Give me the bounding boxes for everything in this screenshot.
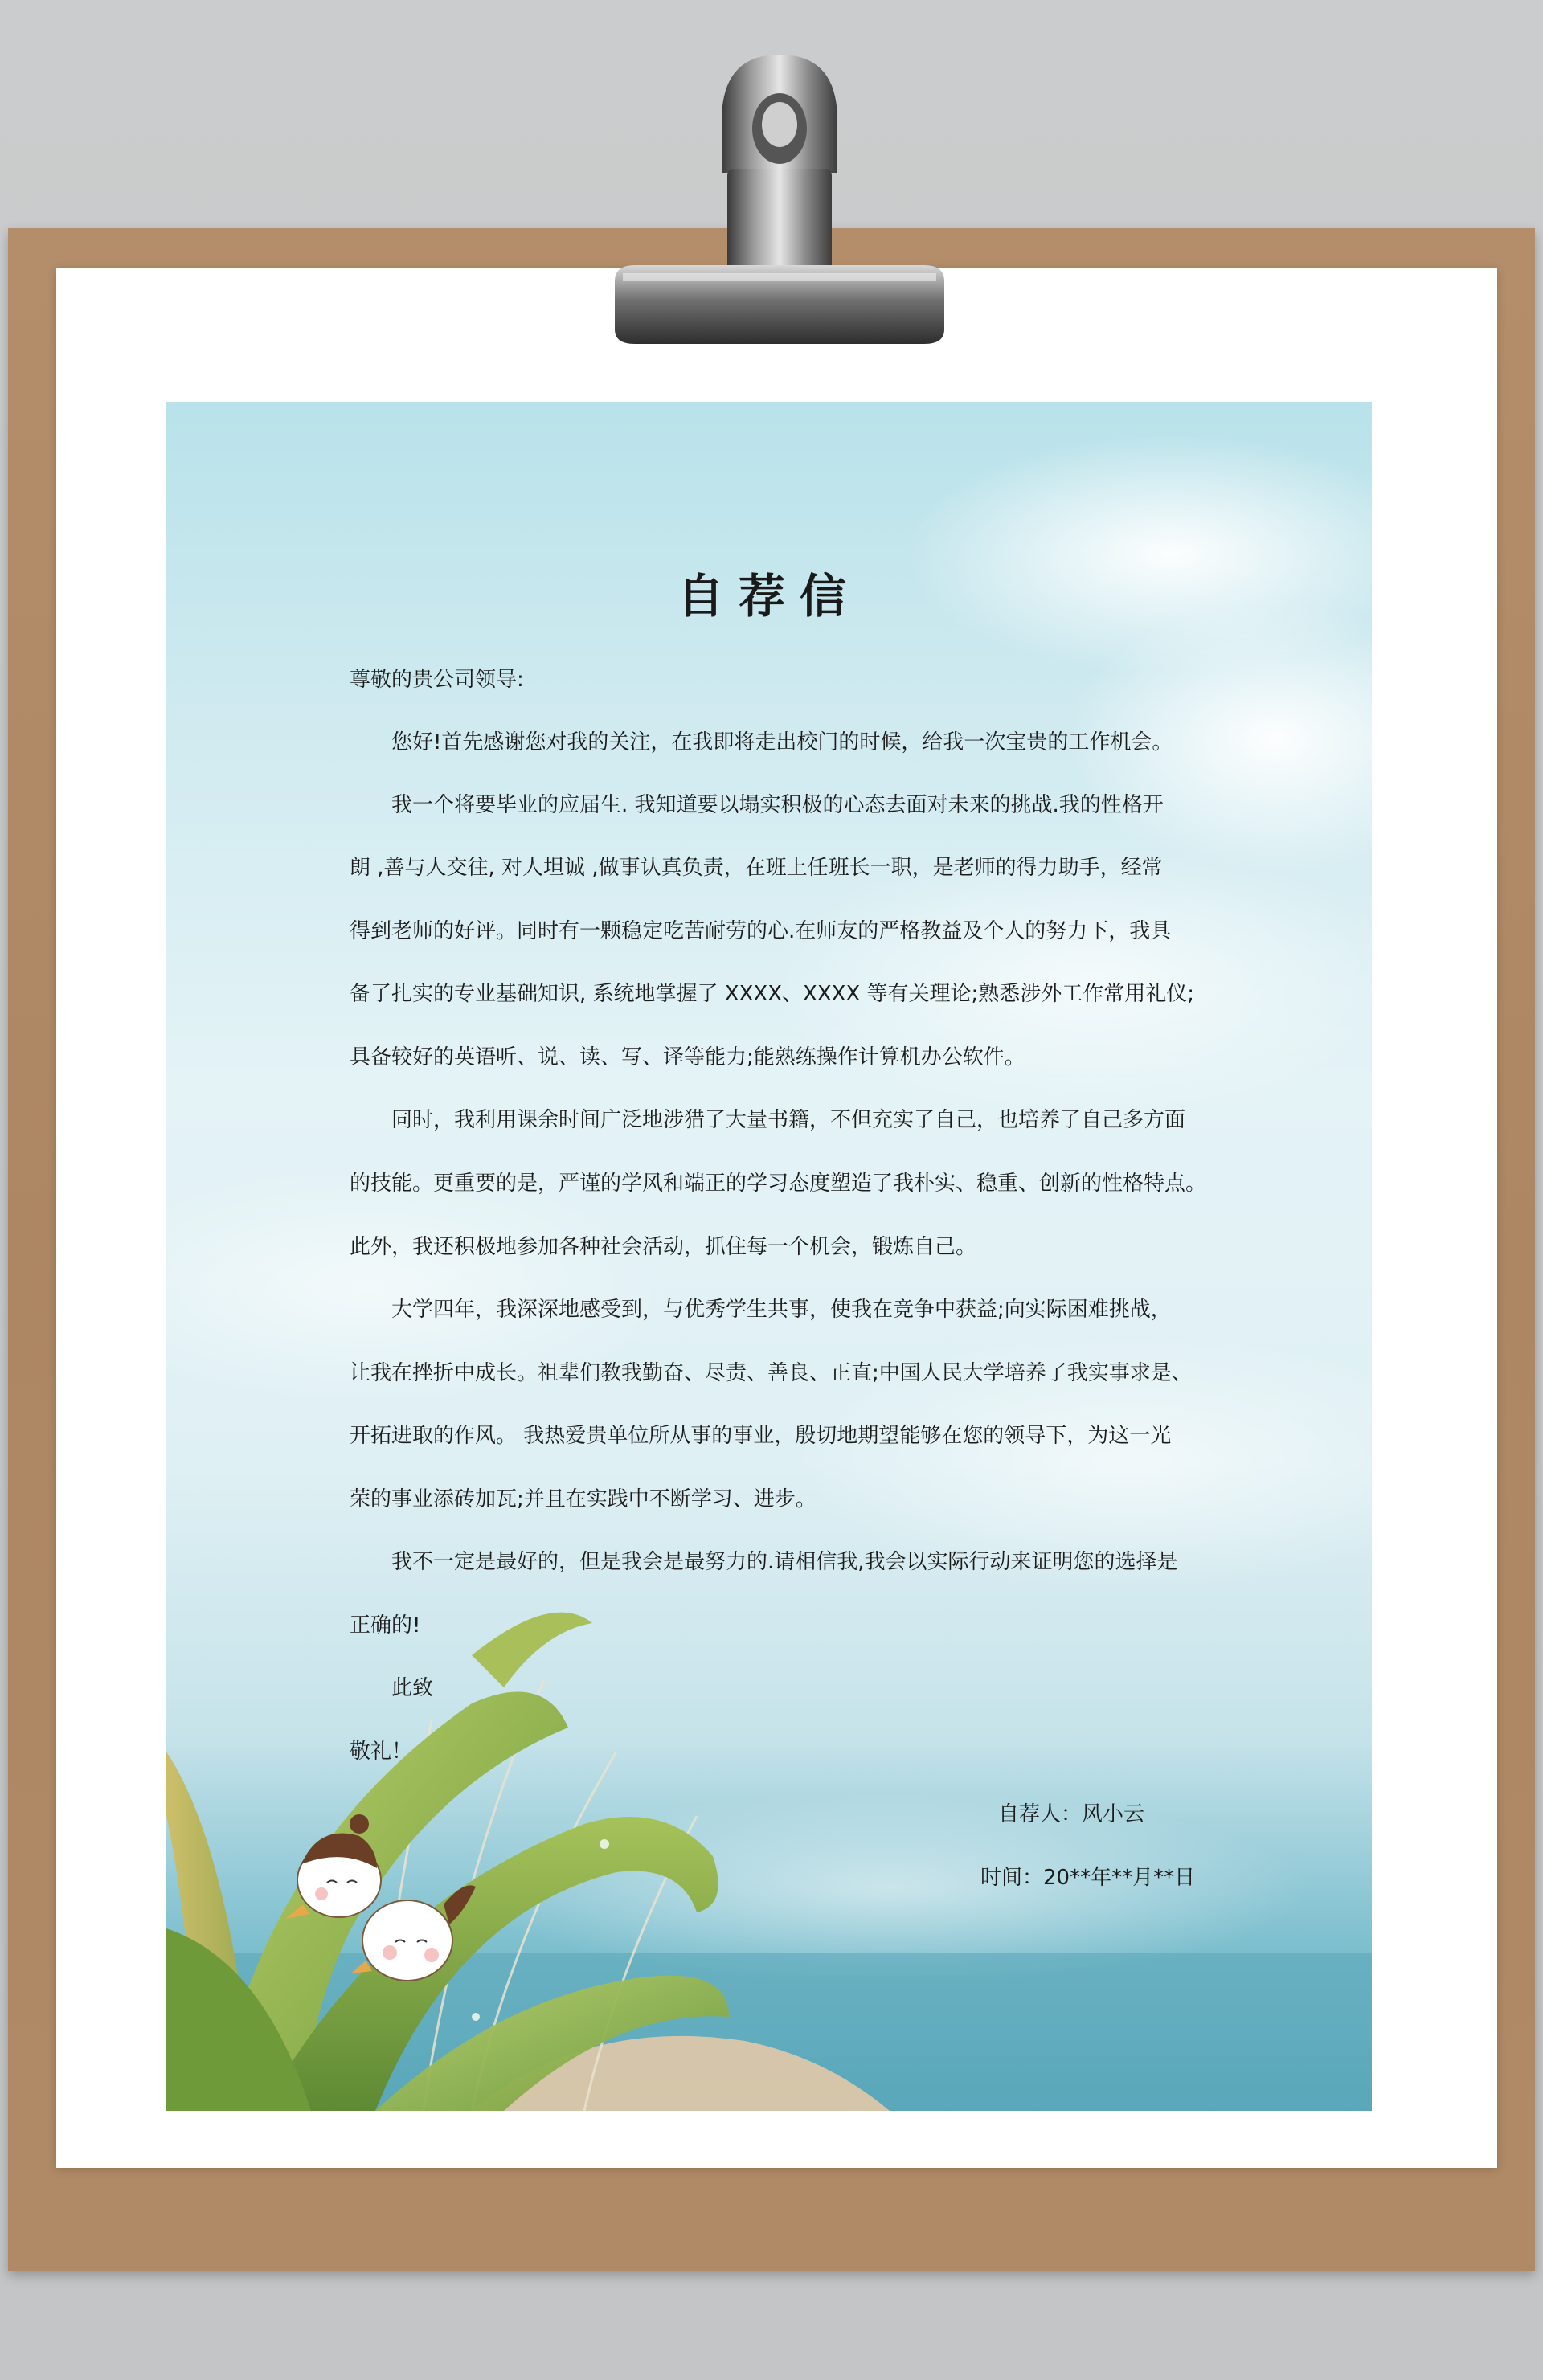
closing-jingli: 敬礼！: [350, 1740, 413, 1764]
body-line-10: 大学四年，我深深地感受到，与优秀学生共事，使我在竞争中获益;向实际困难挑战，: [391, 1298, 1172, 1322]
body-line-8: 的技能。更重要的是，严谨的学风和端正的学习态度塑造了我朴实、稳重、创新的性格特点。: [350, 1172, 1207, 1196]
body-line-5: 备了扎实的专业基础知识, 系统地掌握了 XXXX、XXXX 等有关理论;熟悉涉外工作常用礼仪;: [350, 982, 1195, 1006]
body-line-11: 让我在挫折中成长。祖辈们教我勤奋、尽责、善良、正直;中国人民大学培养了我实事求是、: [350, 1361, 1193, 1385]
signer: 自荐人：风小云: [998, 1802, 1145, 1826]
letter-paper: [166, 402, 1372, 2111]
body-line-6: 具备较好的英语听、说、读、写、译等能力;能熟练操作计算机办公软件。: [350, 1045, 1025, 1069]
body-line-7: 同时，我利用课余时间广泛地涉猎了大量书籍，不但充实了自己，也培养了自己多方面: [391, 1108, 1186, 1132]
body-line-13: 荣的事业添砖加瓦;并且在实践中不断学习、进步。: [350, 1487, 817, 1511]
body-line-4: 得到老师的好评。同时有一颗稳定吃苦耐劳的心.在师友的严格教益及个人的努力下，我具: [350, 919, 1172, 943]
date-line: 时间：20**年**月**日: [980, 1866, 1196, 1890]
letter-title: 自荐信: [677, 569, 861, 624]
body-line-9: 此外，我还积极地参加各种社会活动，抓住每一个机会，锻炼自己。: [350, 1235, 977, 1259]
body-line-2: 我一个将要毕业的应届生. 我知道要以塌实积极的心态去面对未来的挑战.我的性格开: [391, 793, 1164, 817]
body-line-14: 我不一定是最好的，但是我会是最努力的.请相信我,我会以实际行动来证明您的选择是: [391, 1550, 1178, 1574]
body-line-12: 开拓进取的作风。 我热爱贵单位所从事的事业，殷切地期望能够在您的领导下，为这一光: [350, 1424, 1172, 1448]
body-line-15: 正确的!: [350, 1613, 421, 1638]
salutation: 尊敬的贵公司领导:: [350, 668, 524, 692]
body-line-1: 您好!首先感谢您对我的关注，在我即将走出校门的时候，给我一次宝贵的工作机会。: [391, 730, 1173, 754]
binder-clip-icon: [0, 0, 1543, 370]
closing-cizhi: 此致: [391, 1676, 434, 1700]
body-line-3: 朗 ,善与人交往, 对人坦诚 ,做事认真负责，在班上任班长一职，是老师的得力助手，经常: [350, 856, 1163, 880]
